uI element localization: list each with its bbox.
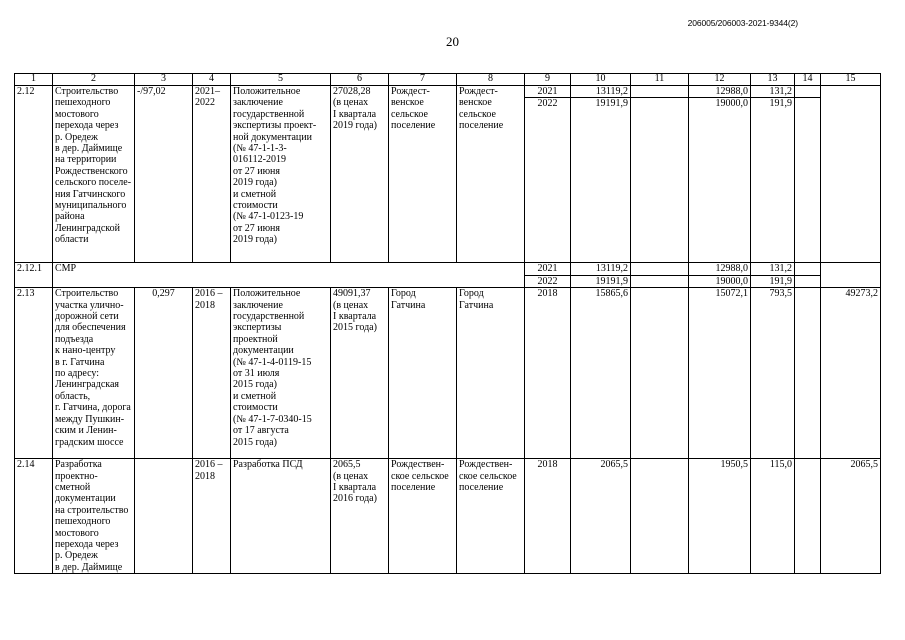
capacity: 0,297	[135, 288, 193, 459]
col-header: 4	[193, 74, 231, 86]
customer: Город Гатчина	[389, 288, 457, 459]
local-amount: 191,9	[751, 275, 795, 287]
total-amount: 13119,2	[571, 86, 631, 98]
total-amount: 19191,9	[571, 98, 631, 110]
col-header: 12	[689, 74, 751, 86]
local-amount: 115,0	[751, 459, 795, 574]
other-amount	[795, 288, 821, 459]
col-header: 3	[135, 74, 193, 86]
total-cost: 49273,2	[821, 288, 881, 459]
col-header: 11	[631, 74, 689, 86]
year: 2018	[525, 459, 571, 574]
documentation: Положительное заключение государственной экспертизы проект- ной документации (№ 47-1-1-3- 016112-2019 от 27 июня 2019 года) и сметной стоимости (№ 47-1-0123-19 от 27 июня 2019 года)	[231, 86, 331, 263]
total-cost: 2065,5	[821, 459, 881, 574]
municipality: Рождествен- ское сельское поселение	[457, 459, 525, 574]
object-name: Строительство участка улично- дорожной сети для обеспечения подъезда к нано-центру в г. Гатчина по адресу: Ленинградская область, г. Гатчина, дорога между Пушкин- ским и Ленин- градским шоссе	[53, 288, 135, 459]
federal-amount	[631, 275, 689, 287]
col-header: 8	[457, 74, 525, 86]
column-number-row	[15, 74, 881, 86]
total-cost	[821, 263, 881, 288]
regional-amount: 19000,0	[689, 98, 751, 110]
table-row	[15, 459, 881, 574]
customer: Рождествен- ское сельское поселение	[389, 459, 457, 574]
capacity	[135, 459, 193, 574]
total-amount: 19191,9	[571, 275, 631, 287]
row-number: 2.12.1	[15, 263, 53, 288]
federal-amount	[631, 459, 689, 574]
other-amount	[795, 98, 821, 110]
total-amount: 15865,6	[571, 288, 631, 459]
col-header: 14	[795, 74, 821, 86]
table-row	[15, 263, 881, 275]
year: 2021	[525, 263, 571, 275]
documentation: Положительное заключение государственной экспертизы проектной документации (№ 47-1-4-0119-15 от 31 июля 2015 года) и сметной стоимости (№ 47-1-7-0340-15 от 17 августа 2015 года)	[231, 288, 331, 459]
col-header: 13	[751, 74, 795, 86]
federal-amount	[631, 98, 689, 110]
regional-amount: 15072,1	[689, 288, 751, 459]
col-header: 1	[15, 74, 53, 86]
col-header: 10	[571, 74, 631, 86]
period: 2021– 2022	[193, 86, 231, 263]
total-cost	[821, 86, 881, 263]
year: 2022	[525, 275, 571, 287]
estimated-cost: 49091,37 (в ценах I квартала 2015 года)	[331, 288, 389, 459]
capacity: -/97,02	[135, 86, 193, 263]
year: 2022	[525, 98, 571, 110]
year: 2021	[525, 86, 571, 98]
program-table	[14, 73, 881, 574]
regional-amount: 1950,5	[689, 459, 751, 574]
estimated-cost: 27028,28 (в ценах I квартала 2019 года)	[331, 86, 389, 263]
page-number: 20	[446, 34, 459, 49]
federal-amount	[631, 86, 689, 98]
estimated-cost: 2065,5 (в ценах I квартала 2016 года)	[331, 459, 389, 574]
col-header: 7	[389, 74, 457, 86]
local-amount: 131,2	[751, 263, 795, 275]
other-amount	[795, 275, 821, 287]
other-amount	[795, 263, 821, 275]
local-amount: 131,2	[751, 86, 795, 98]
customer: Рождест- венское сельское поселение	[389, 86, 457, 263]
document-number: 206005/206003-2021-9344(2)	[687, 18, 798, 28]
local-amount: 191,9	[751, 98, 795, 110]
federal-amount	[631, 263, 689, 275]
table-row	[15, 86, 881, 98]
period: 2016 – 2018	[193, 288, 231, 459]
table-row	[15, 288, 881, 459]
col-header: 6	[331, 74, 389, 86]
period: 2016 – 2018	[193, 459, 231, 574]
total-amount: 2065,5	[571, 459, 631, 574]
col-header: 15	[821, 74, 881, 86]
object-name: Строительство пешеходного мостового перехода через р. Оредеж в дер. Даймище на территории Рождественского сельского поселе- ния Гатчинского муниципального района Ленинградской области	[53, 86, 135, 263]
municipality: Город Гатчина	[457, 288, 525, 459]
federal-amount	[631, 288, 689, 459]
regional-amount: 12988,0	[689, 86, 751, 98]
col-header: 5	[231, 74, 331, 86]
row-number: 2.12	[15, 86, 53, 263]
local-amount: 793,5	[751, 288, 795, 459]
row-number: 2.13	[15, 288, 53, 459]
documentation: Разработка ПСД	[231, 459, 331, 574]
object-name: Разработка проектно-сметной документации на строительство пешеходного мостового перехода через р. Оредеж в дер. Даймище	[53, 459, 135, 574]
other-amount	[795, 86, 821, 98]
municipality: Рождест- венское сельское поселение	[457, 86, 525, 263]
other-amount	[795, 459, 821, 574]
year: 2018	[525, 288, 571, 459]
total-amount: 13119,2	[571, 263, 631, 275]
object-name: СМР	[53, 263, 525, 288]
regional-amount: 12988,0	[689, 263, 751, 275]
regional-amount: 19000,0	[689, 275, 751, 287]
col-header: 9	[525, 74, 571, 86]
row-number: 2.14	[15, 459, 53, 574]
col-header: 2	[53, 74, 135, 86]
